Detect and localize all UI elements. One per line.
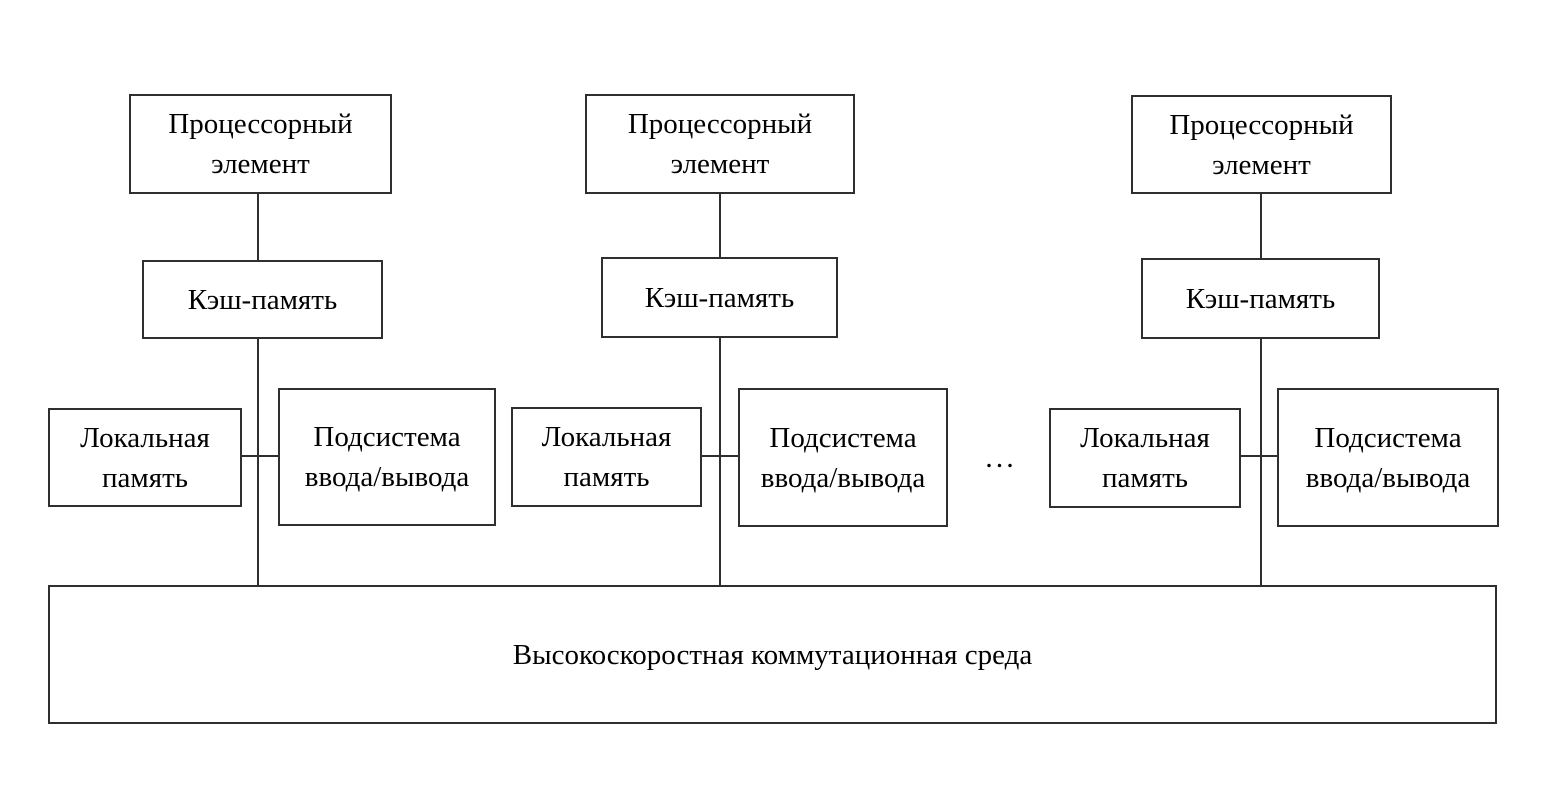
connector-cache-bus-3 [1260,338,1262,586]
io-subsystem-label-2: Подсистема ввода/вывода [760,421,926,494]
processor-element-box-3 [1131,95,1392,194]
processor-element-label-3: Процессорный элемент [1169,108,1354,181]
local-memory-label-1: Локальная память [80,421,210,494]
local-memory-label-3: Локальная память [1080,422,1210,494]
connector-local-io-3 [1239,455,1279,457]
cache-memory-box-1 [142,260,383,339]
cache-memory-label-1: Кэш-память [187,283,338,316]
processor-element-box-2 [585,94,855,194]
local-memory-box-2 [511,407,702,507]
cache-memory-box-2 [601,257,838,338]
processor-element-label-1: Процессорный элемент [168,108,353,180]
connector-cache-bus-2 [719,337,721,586]
connector-processor-cache-3 [1260,193,1262,259]
processor-element-label-2: Процессорный элемент [627,108,813,180]
cache-memory-box-3 [1141,258,1380,339]
connector-cache-bus-1 [257,338,259,586]
local-memory-box-3 [1049,408,1241,508]
cache-memory-label-3: Кэш-память [1185,282,1336,315]
local-memory-box-1 [48,408,242,507]
io-subsystem-label-3: Подсистема ввода/вывода [1305,421,1471,494]
io-subsystem-label-1: Подсистема ввода/вывода [304,421,470,493]
cache-memory-label-2: Кэш-память [644,281,795,314]
io-subsystem-box-1 [278,388,496,526]
local-memory-label-2: Локальная память [541,421,672,493]
interconnect-bus-label: Высокоскоростная коммутационная среда [512,638,1033,671]
ellipsis-more-columns: ... [985,441,1017,474]
connector-local-io-2 [700,455,740,457]
io-subsystem-box-2 [738,388,948,527]
io-subsystem-box-3 [1277,388,1499,527]
interconnect-bus-box [48,585,1497,724]
connector-processor-cache-2 [719,193,721,258]
processor-element-box-1 [129,94,392,194]
connector-local-io-1 [240,455,280,457]
connector-processor-cache-1 [257,193,259,261]
